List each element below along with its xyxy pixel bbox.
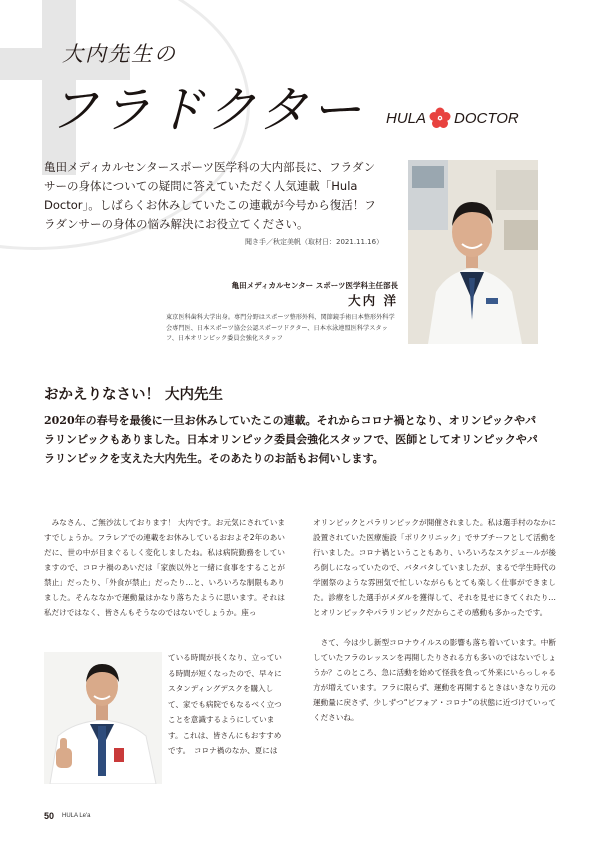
doctor-profile: 東京医科歯科大学出身。専門分野はスポーツ整形外科、関節鏡手術日本整形外科学会専門医、日本スポーツ協会公認スポーツドクター、日本水泳連盟医科学スタッフ、日本オリンピック委員会強化スタッフ (166, 314, 395, 342)
section-intro: 2020年の春号を最後に一旦お休みしていたこの連載。それからコロナ禍となり、オリンピックやパラリンピックもありました。日本オリンピック委員会強化スタッフで、医師としてオリンピックやパラリンピックを支えた大内先生。そのあたりのお話もお伺いします。 (44, 414, 538, 465)
title-subheading: 大内先生の (62, 42, 177, 66)
hula-doctor-logo (386, 107, 519, 129)
doctor-affiliation: 亀田メディカルセンター スポーツ医学科主任部長 (231, 281, 398, 290)
lead-paragraph: 亀田メディカルセンタースポーツ医学科の大内部長に、フラダンサーの身体についての疑問に答えていただく人気連載「Hula Doctor」。しばらくお休みしていたこの連載が今号から復活！フラダンサーの身体の悩み解決にお役立てください。 (44, 160, 376, 231)
page-title: フラドクター (48, 81, 364, 139)
body-column-left-wrap: ている時間が長くなり、立っている時間が短くなったので、早々にスタンディングデスクを購入して、家でも病院でもなるべく立つことを意識するようにしています。これは、皆さんにもおすすめです。 コロナ禍のなか、夏には (168, 653, 282, 755)
body-column-left (44, 515, 285, 620)
body-paragraph-olympics: オリンピックとパラリンピックが開催されました。私は選手村のなかに設置されていた医療施設「ポリクリニック」でサブチーフとして活動を行いました。コロナ禍ということもあり、いろいろなスケジュールが後ろ倒しになっていたので、バタバタしていましたが、まるで学生時代の学園祭のような雰囲気で忙しいながらもとても楽しく仕事ができました。診療をした選手がメダルを獲得して、それを見せにきてくれたり…とオリンピックやパラリンピックだからこその感動も多かったです。 (313, 518, 556, 617)
doctor-thumbsup-photo (44, 652, 162, 784)
body-column-right (313, 515, 556, 725)
doctor-name: 大内 洋 (348, 293, 398, 308)
logo-text-doctor: DOCTOR (454, 109, 519, 127)
hibiscus-icon (429, 107, 451, 129)
body-paragraph: みなさん、ご無沙汰しております！ 大内です。お元気にされていますでしょうか。フラレアでの連載をお休みしているおおよそ2年のあいだに、世の中が目まぐるしく変化しましたね。私は病院勤務をしていますので、コロナ禍のあいだは「家族以外と一緒に食事をすることが禁止」だったり、「外食が禁止」だったり…と、いろいろな制限もありました。そんななかで運動量はかなり落ちたように思います。それは私だけではなく、皆さんもそうなのではないでしょうか。座っ (44, 518, 285, 617)
interview-credit: 聞き手／秋定美帆（取材日：2021.11.16） (245, 238, 384, 246)
doctor-portrait-illustration (408, 160, 538, 344)
section-heading: おかえりなさい！ 大内先生 (44, 386, 224, 403)
logo-text-hula: HULA (386, 109, 427, 127)
publication-name: HULA Le'a (62, 813, 91, 819)
doctor-thumbsup-illustration (44, 652, 162, 784)
page-number: 50 (44, 811, 55, 821)
body-paragraph-restart: さて、今は少し新型コロナウイルスの影響も落ち着いています。中断していたフラのレッスンを再開したりされる方も多いのではないでしょうか？このところ、急に活動を始めて怪我を負って外来にいらっしゃる方が増えています。フラに限らず、運動を再開するときはいきなり元の運動量に戻さず、少しずつ“ビフォア・コロナ”の状態に近づけていってくださいね。 (313, 638, 556, 722)
doctor-portrait-photo (408, 160, 538, 344)
